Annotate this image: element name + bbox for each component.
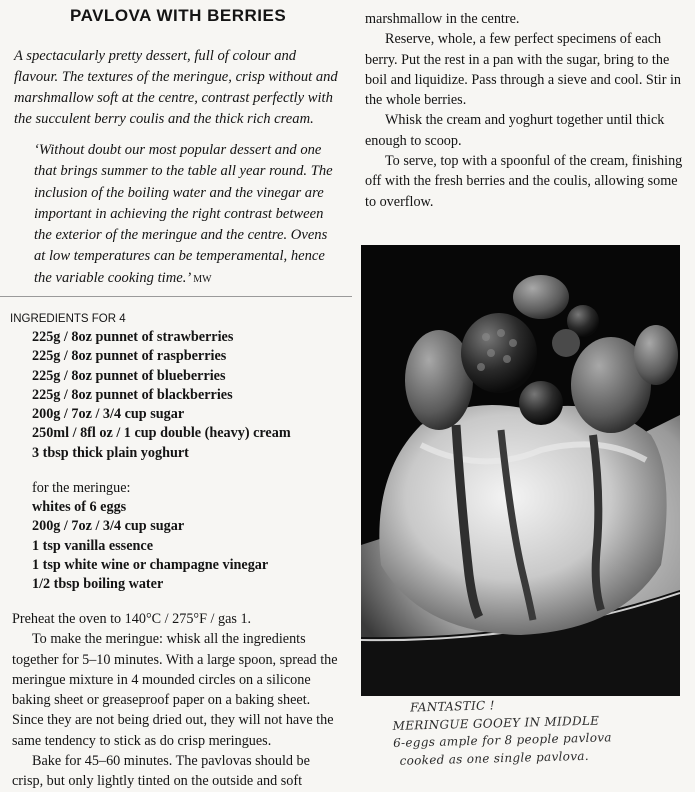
ingredient-item: 200g / 7oz / 3/4 cup sugar <box>32 518 185 535</box>
recipe-title: PAVLOVA WITH BERRIES <box>70 6 287 25</box>
note-line: MERINGUE GOOEY IN MIDDLE <box>392 713 600 733</box>
ingredients-heading: INGREDIENTS FOR 4 <box>10 313 126 325</box>
ingredient-item: 3 tbsp thick plain yoghurt <box>32 444 189 461</box>
ingredient-item: 225g / 8oz punnet of blackberries <box>32 386 233 403</box>
ingredient-item: whites of 6 eggs <box>32 499 127 515</box>
note-line: 6-eggs ample for 8 people pavlova <box>392 730 612 750</box>
ingredient-item: 1/2 tbsp boiling water <box>32 576 164 593</box>
ingredient-item: 225g / 8oz punnet of raspberries <box>32 348 227 365</box>
method-paragraph: Preheat the oven to 140°C / 275°F / gas 1. <box>12 611 252 627</box>
method-paragraph: Reserve, whole, a few perfect specimens of each berry. Put the rest in a pan with the sugar, bring to the boil and liquidize. Pass through a sieve and cool. Stir in the whole berries. <box>365 31 682 109</box>
ingredients-list <box>32 328 291 463</box>
pavlova-photo <box>361 245 680 696</box>
handwritten-notes <box>392 692 694 770</box>
chef-quote <box>34 140 340 290</box>
method-paragraph: To serve, top with a spoonful of the cream, finishing off with the fresh berries and the coulis, allowing some to overflow. <box>365 153 683 210</box>
method-right-column <box>365 9 690 212</box>
recipe-intro: A spectacularly pretty dessert, full of colour and flavour. The textures of the meringue, crisp without and marshmallow soft at the centre, contrast perfectly with the succulent berry coulis and the thick rich cream. <box>14 48 338 127</box>
ingredient-item: 225g / 8oz punnet of strawberries <box>32 329 234 345</box>
section-divider <box>0 296 352 297</box>
ingredient-item: 250ml / 8fl oz / 1 cup double (heavy) cream <box>32 425 291 442</box>
note-line: cooked as one single pavlova. <box>399 748 590 768</box>
method-paragraph: Bake for 45–60 minutes. The pavlovas should be crisp, but only lightly tinted on the outside and soft <box>12 753 310 790</box>
method-paragraph: Whisk the cream and yoghurt together until thick enough to scoop. <box>365 112 665 149</box>
ingredient-item: 1 tsp white wine or champagne vinegar <box>32 556 269 573</box>
method-paragraph: marshmallow in the centre. <box>365 11 520 27</box>
meringue-heading: for the meringue: <box>32 480 131 496</box>
meringue-ingredients-list <box>32 498 268 594</box>
quote-text: ‘Without doubt our most popular dessert and one that brings summer to the table all year round. The inclusion of the boiling water and the vinegar are important in achieving the right contrast between the exterior of the meringue and the centre. Ovens at low temperatures can be temperamental, hence the variable cooking time.’ <box>34 142 333 286</box>
method-paragraph: To make the meringue: whisk all the ingredients together for 5–10 minutes. With a large spoon, spread the meringue mixture in 4 mounded circles on a silicone baking sheet or greaseproof paper on a baking sheet. Since they are not being dried out, they will not have the same tendency to stick as do crisp meringues. <box>12 631 338 749</box>
note-line: FANTASTIC ! <box>410 698 495 715</box>
ingredient-item: 225g / 8oz punnet of blueberries <box>32 367 226 384</box>
ingredient-item: 200g / 7oz / 3/4 cup sugar <box>32 406 185 423</box>
quote-author: MW <box>193 273 212 285</box>
method-left-column <box>12 609 342 792</box>
ingredient-item: 1 tsp vanilla essence <box>32 537 153 554</box>
